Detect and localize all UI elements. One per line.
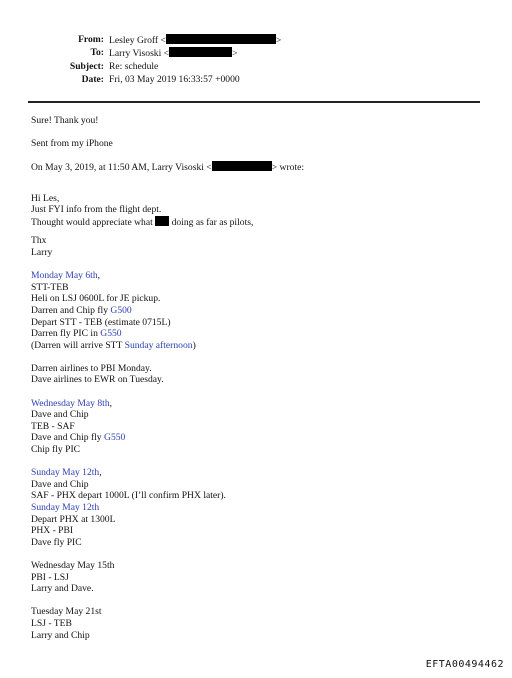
email-body bbox=[31, 115, 481, 641]
schedule-line: Dave and Chip bbox=[31, 409, 89, 421]
thanks: Thx bbox=[31, 235, 47, 247]
schedule-line: Darren airlines to PBI Monday. bbox=[31, 362, 152, 374]
schedule-line: Heli on LSJ 0600L for JE pickup. bbox=[31, 293, 161, 305]
schedule-date: Wednesday May 15th bbox=[31, 559, 115, 571]
date-link[interactable]: Wednesday May 8th bbox=[31, 397, 110, 409]
schedule-line: (Darren will arrive STT Sunday afternoon) bbox=[31, 339, 196, 351]
date-row bbox=[0, 74, 512, 87]
schedule-date: Monday May 6th, bbox=[31, 270, 101, 282]
schedule-date: Sunday May 12th, bbox=[31, 467, 102, 479]
schedule-line: Depart STT - TEB (estimate 0715L) bbox=[31, 316, 171, 328]
schedule-line: PBI - LSJ bbox=[31, 571, 69, 583]
schedule-line: Dave fly PIC bbox=[31, 536, 82, 548]
schedule-line: LSJ - TEB bbox=[31, 617, 72, 629]
to-row: To: Larry Visoski < > bbox=[90, 47, 238, 60]
signature-line: Sent from my iPhone bbox=[31, 138, 113, 150]
schedule-line: PHX - PBI bbox=[31, 525, 74, 537]
header-divider bbox=[28, 101, 480, 103]
schedule-line: Depart PHX at 1300L bbox=[31, 513, 116, 525]
greeting: Hi Les, bbox=[31, 192, 60, 204]
schedule-date bbox=[31, 502, 481, 514]
schedule-line: Chip fly PIC bbox=[31, 444, 81, 456]
email-header bbox=[0, 34, 512, 88]
date-link[interactable]: Sunday afternoon bbox=[124, 339, 193, 351]
schedule-line: Dave and Chip bbox=[31, 478, 89, 490]
aircraft-link[interactable]: G500 bbox=[110, 304, 132, 316]
schedule-line: Dave and Chip fly G550 bbox=[31, 432, 126, 444]
redaction-box bbox=[166, 34, 276, 44]
reply-line: Sure! Thank you! bbox=[31, 115, 99, 126]
redaction-box bbox=[212, 161, 272, 171]
schedule-line: STT-TEB bbox=[31, 281, 69, 293]
schedule-line: Darren and Chip fly G500 bbox=[31, 304, 132, 316]
aircraft-link[interactable]: G550 bbox=[100, 328, 122, 340]
message-line: Just FYI info from the flight dept. bbox=[31, 204, 162, 216]
quote-intro: On May 3, 2019, at 11:50 AM, Larry Visoski < > wrote: bbox=[31, 162, 305, 174]
date-link[interactable]: Monday May 6th bbox=[31, 270, 98, 282]
subject-label: Subject: bbox=[69, 60, 104, 72]
message-line: Thought would appreciate what doing as far as pilots, bbox=[31, 216, 254, 228]
from-value: Lesley Groff < bbox=[109, 35, 166, 46]
subject-value: Re: schedule bbox=[109, 60, 159, 72]
from-row: From: Lesley Groff < > bbox=[78, 34, 282, 46]
redaction-box bbox=[155, 216, 169, 226]
redaction-box bbox=[169, 47, 232, 57]
schedule-line: Darren fly PIC in G550 bbox=[31, 328, 122, 340]
date-value: Fri, 03 May 2019 16:33:57 +0000 bbox=[109, 74, 240, 86]
schedule-date: Tuesday May 21st bbox=[31, 606, 102, 618]
date-label: Date: bbox=[81, 74, 104, 86]
sender-name: Larry bbox=[31, 246, 53, 258]
date-link[interactable]: Sunday May 12th bbox=[31, 502, 100, 513]
from-label: From: bbox=[78, 34, 104, 45]
schedule-line: SAF - PHX depart 1000L (I’ll confirm PHX later). bbox=[31, 490, 226, 502]
date-link[interactable]: Sunday May 12th bbox=[31, 467, 100, 479]
to-label: To: bbox=[90, 47, 104, 59]
aircraft-link[interactable]: G550 bbox=[104, 432, 126, 444]
schedule-line: TEB - SAF bbox=[31, 420, 75, 432]
to-value: Larry Visoski < bbox=[109, 48, 170, 60]
schedule-line: Larry and Chip bbox=[31, 629, 90, 641]
schedule-line: Dave airlines to EWR on Tuesday. bbox=[31, 374, 164, 386]
schedule-date: Wednesday May 8th, bbox=[31, 397, 113, 409]
schedule-line: Larry and Dave. bbox=[31, 583, 94, 595]
subject-row bbox=[0, 61, 512, 74]
bates-number: EFTA00494462 bbox=[425, 659, 504, 670]
